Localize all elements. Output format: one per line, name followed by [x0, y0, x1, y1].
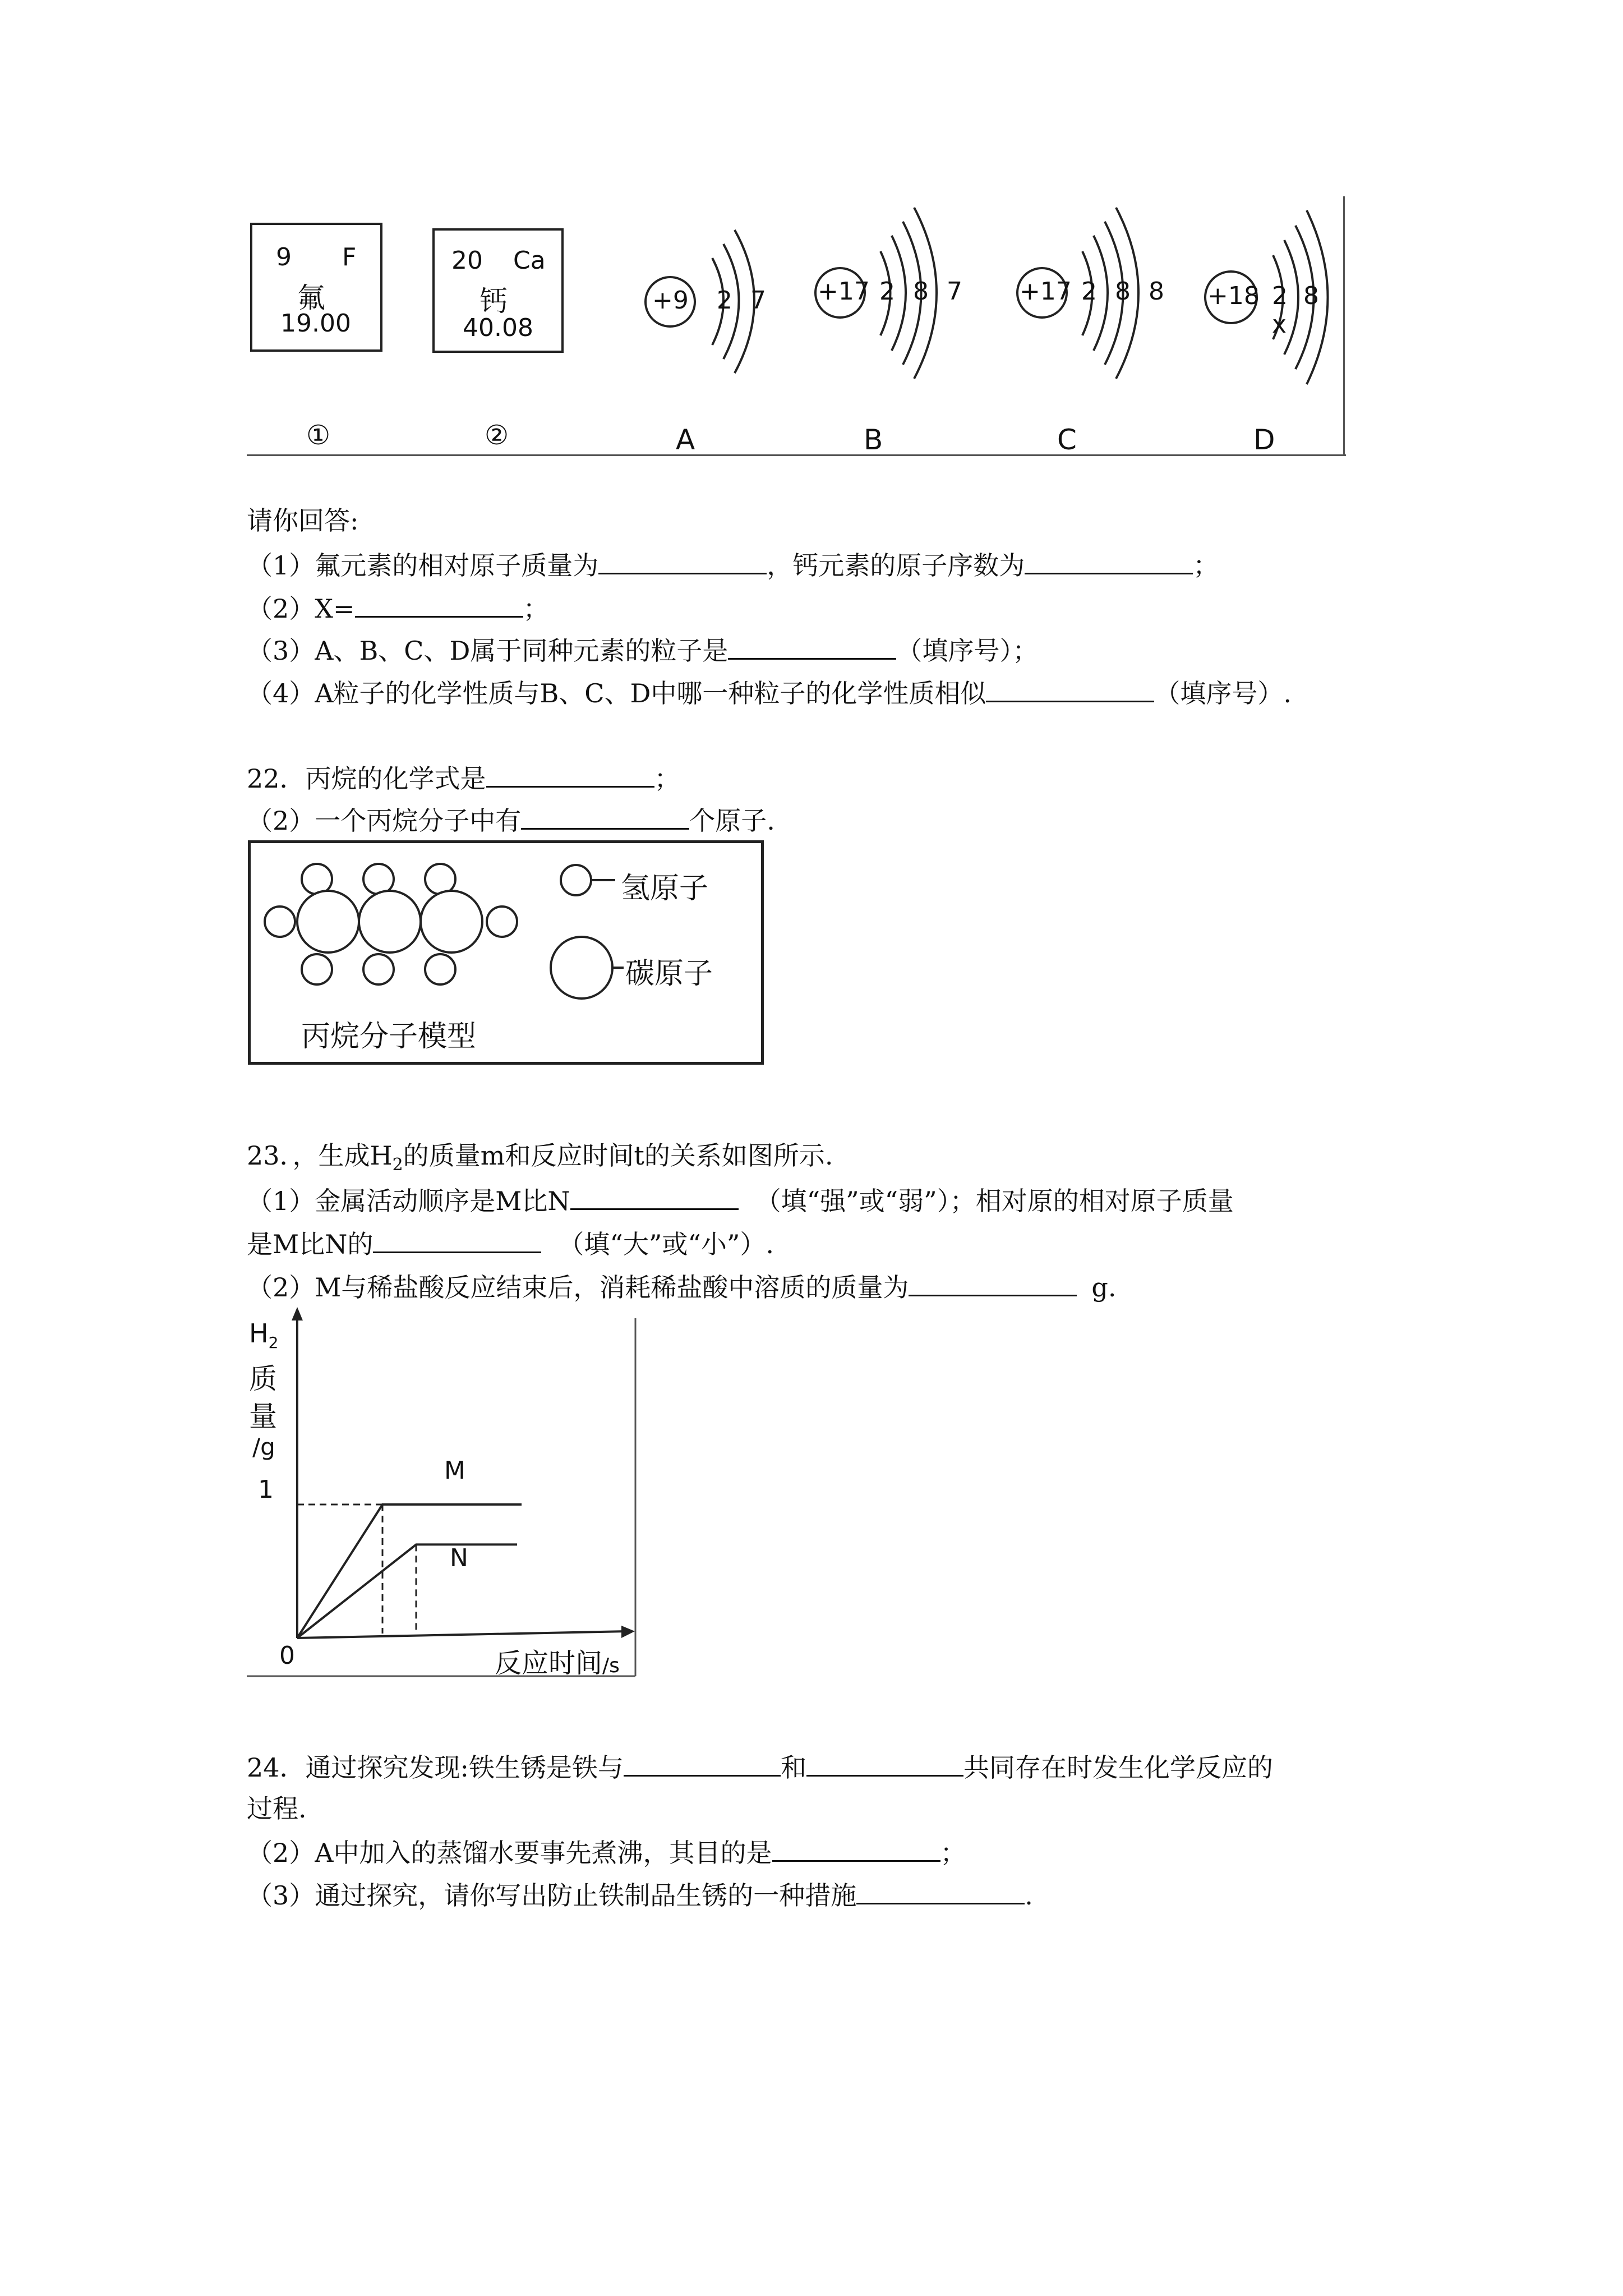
q21-p2-text-b: ；: [523, 593, 549, 624]
atom-d-label: D: [1253, 424, 1275, 456]
q24-l1-text-c: 共同存在时发生化学反应的: [963, 1752, 1274, 1783]
answer-blank-propane-formula[interactable]: [486, 760, 654, 788]
h2-mass-chart: [247, 1307, 639, 1677]
q24-line3: [247, 1834, 966, 1870]
q21-part4: [247, 675, 1292, 710]
q24-line2: 过程.: [247, 1793, 307, 1824]
q21-p4-text-a: （4）A粒子的化学性质与B、C、D中哪一种粒子的化学性质相似: [247, 678, 986, 708]
q21-p4-text-b: （填序号）.: [1154, 678, 1292, 708]
q21-part3: [247, 632, 1038, 668]
q23-l3-text-a: 是M比N的: [247, 1229, 374, 1259]
origin-label: 0: [279, 1641, 295, 1670]
q21-p1-text-c: ；: [1193, 550, 1219, 581]
atom-b-nucleus: +17: [818, 277, 870, 306]
q23-line2: [247, 1182, 1234, 1218]
series-m-line: [297, 1504, 522, 1638]
series-m-label: M: [444, 1456, 465, 1485]
q22-l2-text-a: （2）一个丙烷分子中有: [247, 806, 522, 836]
y-label-h: [249, 1318, 278, 1352]
q23-l2-text-b: （填“强”或“弱”）；相对原的相对原子质量: [755, 1186, 1234, 1216]
q23-l2-text-a: （1）金属活动顺序是M比N: [247, 1186, 570, 1216]
q23-l1-text-a: 23．，生成H: [247, 1140, 393, 1171]
y-label-zhi: 质: [249, 1363, 277, 1395]
q24-l4-text-b: .: [1025, 1880, 1033, 1911]
q24-line1: [247, 1749, 1273, 1784]
x-axis-label-text: 反应时间: [495, 1648, 603, 1679]
q21-p3-text-b: （填序号）；: [896, 636, 1039, 666]
atom-a-label: A: [676, 424, 695, 456]
answer-blank-atomic-mass[interactable]: [373, 1226, 541, 1253]
q23-l4-text-b: g.: [1091, 1272, 1117, 1303]
q24-l1-text-b: 和: [781, 1752, 807, 1783]
x-axis-label: [495, 1641, 620, 1680]
model-title: 丙烷分子模型: [301, 1020, 477, 1053]
legend-carbon: 碳原子: [625, 957, 713, 991]
figure-elements-atoms: [247, 196, 1346, 460]
series-n-label: N: [450, 1544, 468, 1572]
element2-label: ②: [485, 420, 509, 451]
answer-blank-calcium-number[interactable]: [1025, 547, 1193, 574]
x-axis: [297, 1631, 628, 1638]
q21-part2: [247, 590, 549, 625]
q23-l1-text-b: 的质量m和反应时间t的关系如图所示.: [403, 1140, 833, 1171]
y-label-h-main: H: [249, 1318, 269, 1349]
q22-l1-text-b: ；: [654, 763, 680, 794]
x-axis-unit: /s: [602, 1654, 620, 1677]
atom-b-label: B: [864, 424, 883, 456]
y-axis-arrow: [292, 1307, 303, 1320]
atom-c-nucleus: +17: [1020, 277, 1072, 306]
atom-a-nucleus: +9: [652, 286, 689, 315]
element1-mass: 19.00: [280, 309, 351, 338]
answer-blank-atom-count[interactable]: [521, 802, 689, 830]
y-label-liang: 量: [249, 1400, 277, 1433]
element1-name: 氟: [297, 282, 325, 314]
atom-a-shells: 2 7: [717, 286, 766, 315]
answer-blank-boil-purpose[interactable]: [772, 1834, 940, 1862]
q23-l4-text-a: （2）M与稀盐酸反应结束后，消耗稀盐酸中溶质的质量为: [247, 1272, 909, 1303]
answer-blank-activity[interactable]: [570, 1182, 739, 1210]
q21-p1-text-a: （1）氟元素的相对原子质量为: [247, 550, 599, 581]
q24-line4: [247, 1877, 1033, 1912]
atom-b-shells: 2 8 7: [879, 277, 962, 306]
element2-number: 20: [451, 246, 483, 275]
q23-line4: [247, 1269, 1116, 1304]
q22-l2-text-b: 个原子.: [689, 806, 775, 836]
answer-blank-similar-particle[interactable]: [986, 675, 1154, 702]
y-tick-1: 1: [258, 1475, 274, 1504]
element1-label: ①: [306, 420, 331, 451]
q21-p1-text-b: ，钙元素的原子序数为: [767, 550, 1025, 581]
q24-l1-text-a: 24．通过探究发现:铁生锈是铁与: [247, 1752, 624, 1783]
atom-diagrams: [247, 196, 1346, 460]
q22-line1: [247, 760, 680, 795]
propane-model-figure: [248, 840, 764, 1065]
q24-l3-text-b: ；: [940, 1838, 966, 1868]
answer-blank-rust-factor-1[interactable]: [624, 1749, 781, 1777]
legend-hydrogen: 氢原子: [621, 872, 709, 905]
y-label-h-sub: 2: [268, 1333, 279, 1352]
q21-part1: [247, 547, 1219, 582]
element2-symbol: Ca: [513, 246, 546, 275]
y-label-unit: /g: [252, 1433, 275, 1461]
element1-number: 9: [276, 243, 292, 272]
q22-line2: [247, 802, 775, 838]
atom-c-label: C: [1057, 424, 1077, 456]
answer-blank-x[interactable]: [355, 590, 523, 618]
q21-p3-text-a: （3）A、B、C、D属于同种元素的粒子是: [247, 636, 728, 666]
element2-mass: 40.08: [463, 314, 533, 342]
atom-d-shells: 2 8 x: [1272, 282, 1319, 339]
atom-c-shells: 2 8 8: [1081, 277, 1164, 306]
element1-symbol: F: [342, 243, 357, 272]
answer-blank-fluorine-mass[interactable]: [598, 547, 767, 574]
answer-blank-rust-prevention[interactable]: [856, 1877, 1025, 1904]
series-n-line: [297, 1544, 517, 1638]
q21-intro: 请你回答:: [247, 505, 359, 536]
q23-line3: [247, 1226, 774, 1261]
answer-blank-same-element[interactable]: [728, 632, 896, 660]
element2-name: 钙: [479, 285, 508, 318]
q22-l1-text-a: 22．丙烷的化学式是: [247, 763, 486, 794]
q21-p2-text-a: （2）X=: [247, 593, 355, 624]
x-axis-arrow: [621, 1626, 635, 1638]
q23-l1-sub: 2: [392, 1155, 403, 1175]
q23-line1: [247, 1139, 833, 1182]
atom-d-nucleus: +18: [1207, 282, 1260, 310]
answer-blank-solute-mass[interactable]: [909, 1269, 1077, 1296]
q24-l3-text-a: （2）A中加入的蒸馏水要事先煮沸，其目的是: [247, 1838, 772, 1868]
q24-l4-text-a: （3）通过探究，请你写出防止铁制品生锈的一种措施: [247, 1880, 857, 1911]
q23-l3-text-b: （填“大”或“小”）.: [558, 1229, 774, 1259]
chart-svg: [247, 1307, 639, 1677]
answer-blank-rust-factor-2[interactable]: [806, 1749, 963, 1777]
